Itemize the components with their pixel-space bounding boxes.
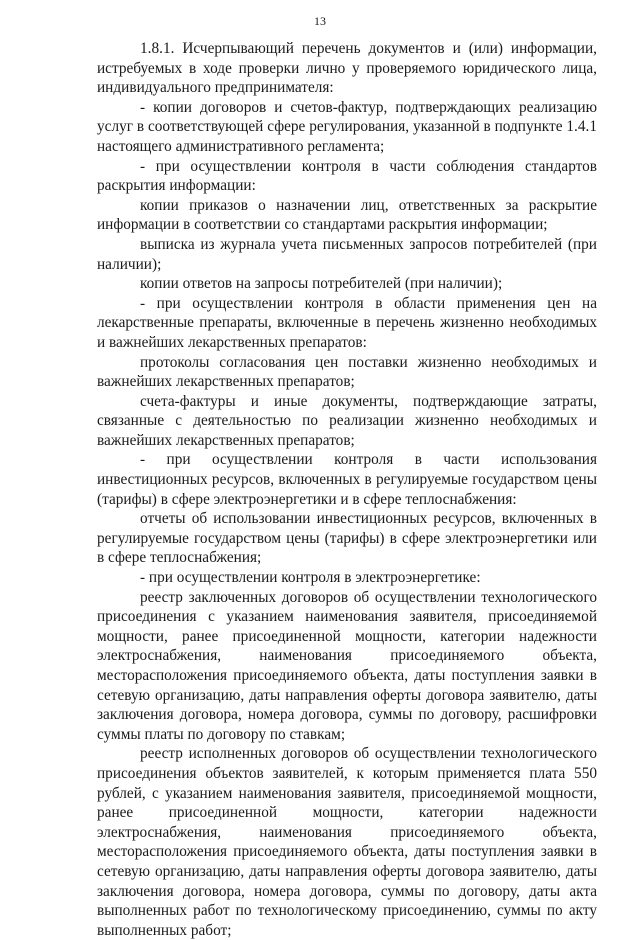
document-body bbox=[97, 39, 597, 940]
paragraph: отчеты об использовании инвестиционных ресурсов, включенных в регулируемые государством цены (тарифы) в сфере электроэнергетики или в сфере теплоснабжения; bbox=[97, 510, 597, 567]
paragraph: - при осуществлении контроля в области применения цен на лекарственные препараты, включенные в перечень жизненно необходимых и важнейших лекарственных препаратов: bbox=[97, 294, 597, 351]
paragraph: 1.8.1. Исчерпывающий перечень документов и (или) информации, истребуемых в ходе проверки лично у проверяемого юридического лица, индивидуального предпринимателя: bbox=[97, 40, 597, 97]
paragraph: - при осуществлении контроля в электроэнергетике: bbox=[140, 569, 481, 587]
paragraph: протоколы согласования цен поставки жизненно необходимых и важнейших лекарственных препаратов; bbox=[97, 353, 597, 391]
paragraph: - при осуществлении контроля в части соблюдения стандартов раскрытия информации: bbox=[97, 157, 597, 195]
paragraph: копии ответов на запросы потребителей (при наличии); bbox=[140, 275, 503, 293]
paragraph: - копии договоров и счетов-фактур, подтверждающих реализацию услуг в соответствующей сфере регулирования, указанной в подпункте 1.4.1 настоящего административного регламента; bbox=[97, 98, 597, 155]
paragraph: выписка из журнала учета письменных запросов потребителей (при наличии); bbox=[97, 235, 597, 273]
paragraph: счета-фактуры и иные документы, подтверждающие затраты, связанные с деятельностью по реализации жизненно необходимых и важнейших лекарственных препаратов; bbox=[97, 392, 597, 449]
paragraph: реестр заключенных договоров об осуществлении технологического присоединения с указанием наименования заявителя, присоединяемой мощности, ранее присоединенной мощности, категории надежности электроснабжения, наименования присоединяемого объекта, месторасположения присоединяемого объекта, даты поступления заявки в сетевую организацию, даты направления оферты договора заявителю, даты заключения договора, номера договора, суммы по договору, расшифровки суммы платы по договору по ставкам; bbox=[97, 588, 597, 743]
paragraph: копии приказов о назначении лиц, ответственных за раскрытие информации в соответствии со стандартами раскрытия информации; bbox=[97, 196, 597, 234]
paragraph: - при осуществлении контроля в части использования инвестиционных ресурсов, включенных в регулируемые государством цены (тарифы) в сфере электроэнергетики и в сфере теплоснабжения: bbox=[97, 451, 597, 508]
paragraph: реестр исполненных договоров об осуществлении технологического присоединения объектов заявителей, к которым применяется плата 550 рублей, с указанием наименования заявителя, присоединяемой мощности, ранее присоединенной мощности, категории надежности электроснабжения, наименования присоединяемого объекта, месторасположения присоединяемого объекта, даты поступления заявки в сетевую организацию, даты направления оферты договора заявителю, даты заключения договора, номера договора, суммы по договору, даты акта выполненных работ по технологическому присоединению, суммы по акту выполненных работ; bbox=[97, 745, 597, 939]
page-number: 13 bbox=[314, 14, 326, 28]
